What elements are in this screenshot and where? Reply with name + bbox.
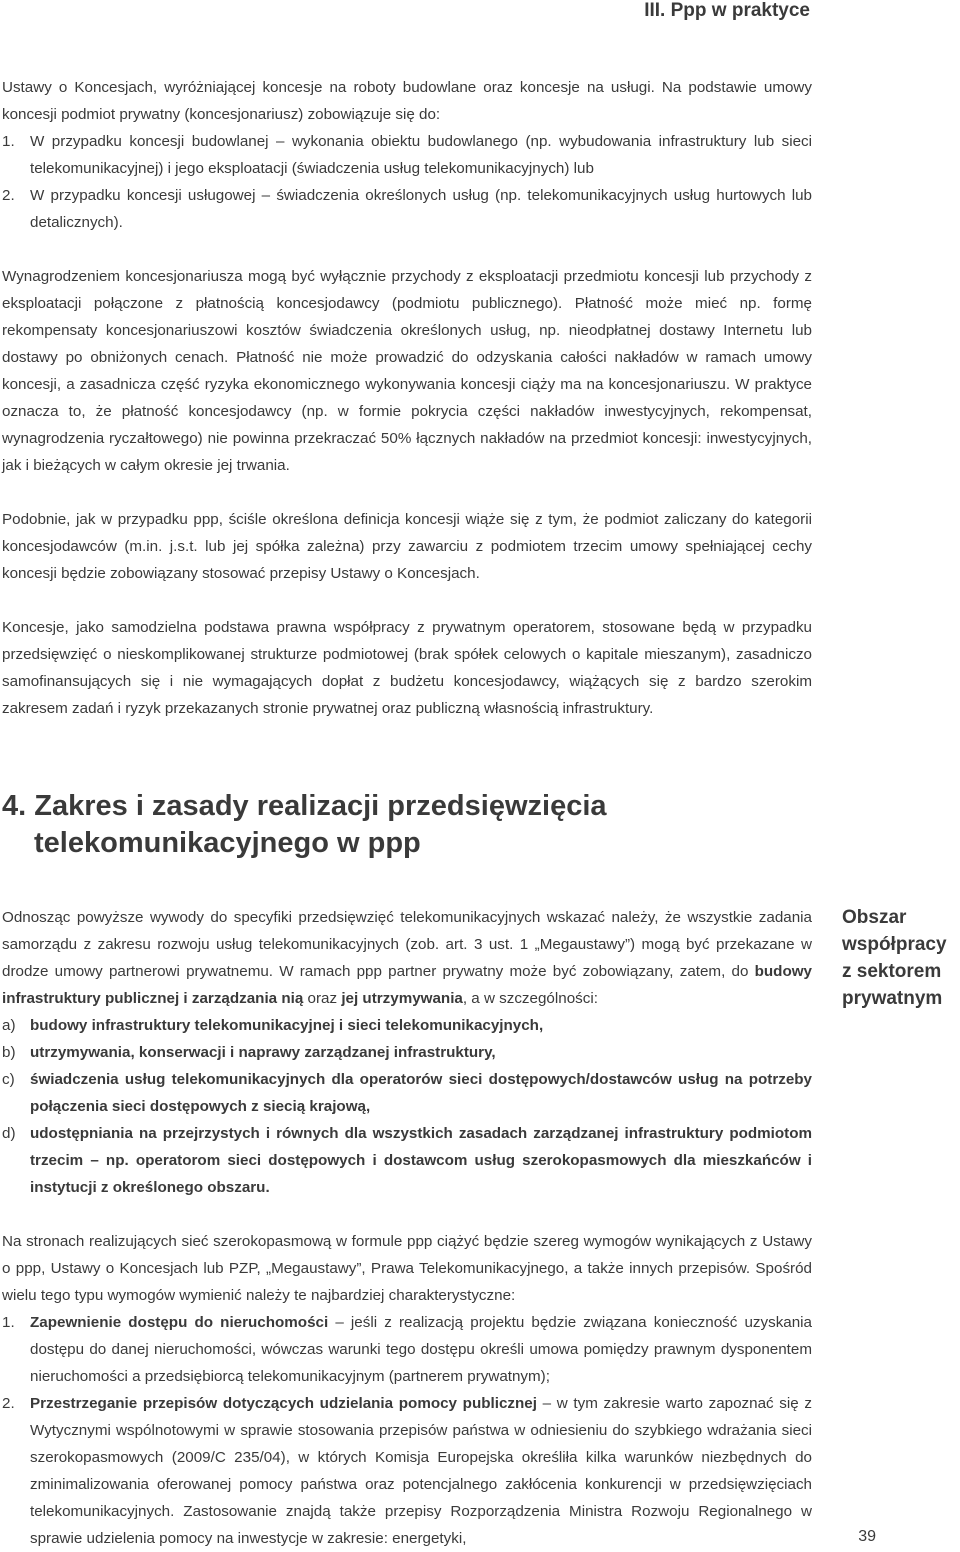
- list-letter: d): [2, 1125, 16, 1142]
- margin-note-line: z sektorem: [842, 961, 942, 982]
- section-heading: [2, 788, 812, 862]
- list-item: [2, 1120, 812, 1201]
- heading-line-2: telekomunikacyjnego w ppp: [34, 827, 421, 859]
- intro-paragraph: Ustawy o Koncesjach, wyróżniającej koncesje na roboty budowlane oraz koncesje na usługi. Na podstawie umowy koncesji podmiot prywatny (koncesjonariusz) zobowiązuje się do:: [2, 79, 812, 123]
- list-item: [2, 128, 812, 182]
- list-bold-text: Zapewnienie dostępu do nieruchomości: [30, 1314, 329, 1331]
- list-item: [2, 1309, 812, 1390]
- list-text: W przypadku koncesji budowlanej – wykonania obiektu budowlanego (np. wybudowania infrastruktury lub sieci telekomunikacyjnej) i jego eksploatacji (świadczenia usług telekomunikacyjnych) lub: [30, 133, 812, 177]
- margin-note-line: prywatnym: [842, 988, 943, 1009]
- main-text: [2, 74, 812, 722]
- intro-text-c: oraz: [307, 990, 338, 1007]
- list-letter: b): [2, 1044, 16, 1061]
- list-item: [2, 1012, 812, 1039]
- list-item: [2, 1390, 812, 1552]
- list-text: – jeśli z realizacją projektu będzie związana konieczność uzyskania dostępu do danej nieruchomości, wówczas warunki tego dostępu określi umowa pomiędzy prawnym dysponentem nieruchomości a przedsiębiorcą telekomunikacyjnym (partnerem prywatnym);: [30, 1314, 812, 1385]
- list-bold-text: Przestrzeganie przepisów dotyczących udzielania pomocy publicznej: [30, 1395, 537, 1412]
- list-item: [2, 1066, 812, 1120]
- list-text: świadczenia usług telekomunikacyjnych dla operatorów sieci dostępowych/dostawców usług na potrzeby połączenia sieci dostępowych z siecią krajową,: [30, 1071, 812, 1115]
- section-intro: [2, 904, 812, 1012]
- list-letter: a): [2, 1017, 16, 1034]
- intro-bold-b: budowy infrastruktury publicznej i zarządzania nią: [2, 963, 812, 1007]
- list-text: budowy infrastruktury telekomunikacyjnej i sieci telekomunikacyjnych,: [30, 1017, 544, 1034]
- list-text: – w tym zakresie warto zapoznać się z Wytycznymi wspólnotowymi w sprawie stosowania przepisów państwa w odniesieniu do szybkiego wdrażania sieci szerokopasmowych (2009/C 235/04), w których Komisja Europejska określiła kilka warunków niezbędnych do zminimalizowania oferowanej pomocy państwa oraz potencjalnego zakłócenia konkurencji w przedsięwzięciach telekomunikacyjnych. Zastosowanie znajdą także przepisy Rozporządzenia Ministra Rozwoju Regionalnego w sprawie udzielenia pomocy na inwestycje w zakresie: energetyki,: [30, 1395, 812, 1547]
- intro-text-a: Odnosząc powyższe wywody do specyfiki przedsięwzięć telekomunikacyjnych wskazać należy, że wszystkie zadania samorządu z zakresu rozwoju usług telekomunikacyjnych (zob. art. 3 ust. 1 „Megaustawy”) mogą być przekazane w drodze umowy partnerowi prywatnemu. W ramach ppp partner prywatny może być zobowiązany, zatem, do: [2, 909, 812, 980]
- list-item: [2, 182, 812, 236]
- intro-bold-d: jej utrzymywania: [341, 990, 463, 1007]
- running-head: III. Ppp w praktyce: [644, 0, 810, 21]
- list-number: 2.: [2, 187, 15, 204]
- paragraph-wymogi: Na stronach realizujących sieć szerokopasmową w formule ppp ciążyć będzie szereg wymogów wynikających z Ustawy o ppp, Ustawy o Koncesjach lub PZP, „Megaustawy”, Prawa Telekomunikacyjnego, a także innych przepisów. Spośród wielu tego typu wymogów wymienić należy te najbardziej charakterystyczne:: [2, 1233, 812, 1304]
- paragraph-wynagrodzenie: Wynagrodzeniem koncesjonariusza mogą być wyłącznie przychody z eksploatacji przedmiotu koncesji lub przychody z eksploatacji połączone z płatnością koncesjodawcy (podmiotu publicznego). Płatność może mieć np. formę rekompensaty koncesjonariuszowi kosztów świadczenia określonych usług, np. nieodpłatnej dostawy Internetu lub dostawy po obniżonych cenach. Płatność nie może prowadzić do odzyskania całości nakładów w ramach umowy koncesji, a zasadnicza część ryzyka ekonomicznego wykonywania koncesji ciąży ma na koncesjonariuszu. W praktyce oznacza to, że płatność koncesjodawcy (np. w formie pokrycia części nakładów inwestycyjnych, rekompensat, wynagrodzenia ryczałtowego) nie powinna przekraczać 50% łącznych nakładów na przedmiot koncesji: inwestycyjnych, jak i bieżących w całym okresie jej trwania.: [2, 268, 812, 474]
- list-number: 2.: [2, 1395, 15, 1412]
- margin-note-line: Obszar: [842, 907, 907, 928]
- page-number: 39: [858, 1528, 876, 1545]
- heading-line-1: 4. Zakres i zasady realizacji przedsięwzięcia: [2, 790, 607, 822]
- list-text: W przypadku koncesji usługowej – świadczenia określonych usług (np. telekomunikacyjnych usług hurtowych lub detalicznych).: [30, 187, 812, 231]
- section-4-text: [2, 904, 812, 1552]
- list-letter: c): [2, 1071, 15, 1088]
- margin-note-line: współpracy: [842, 934, 947, 955]
- intro-text-e: , a w szczególności:: [462, 990, 598, 1007]
- paragraph-koncesje: Koncesje, jako samodzielna podstawa prawna współpracy z prywatnym operatorem, stosowane będą w przypadku przedsięwzięć o nieskomplikowanej strukturze podmiotowej (brak spółek celowych o kapitale mieszanym), zasadniczo samofinansujących się i nie wymagających dopłat z budżetu koncesjodawcy, wiążących się z bardzo szerokim zakresem zadań i ryzyk przekazanych stronie prywatnej oraz publiczną własnością infrastruktury.: [2, 619, 812, 717]
- list-text: utrzymywania, konserwacji i naprawy zarządzanej infrastruktury,: [30, 1044, 496, 1061]
- margin-note: [842, 904, 960, 1012]
- list-text: udostępniania na przejrzystych i równych dla wszystkich zasadach zarządzanej infrastruktury podmiotom trzecim – np. operatorom sieci dostępowych i dostawcom usług szerokopasmowych dla mieszkańców i instytucji z określonego obszaru.: [30, 1125, 812, 1196]
- list-number: 1.: [2, 1314, 15, 1331]
- list-item: [2, 1039, 812, 1066]
- paragraph-podobnie: Podobnie, jak w przypadku ppp, ściśle określona definicja koncesji wiąże się z tym, że podmiot zaliczany do kategorii koncesjodawców (m.in. j.s.t. lub jej spółka zależna) przy zawarciu z podmiotem trzecim umowy spełniającej cechy koncesji będzie zobowiązany stosować przepisy Ustawy o Koncesjach.: [2, 511, 812, 582]
- list-number: 1.: [2, 133, 15, 150]
